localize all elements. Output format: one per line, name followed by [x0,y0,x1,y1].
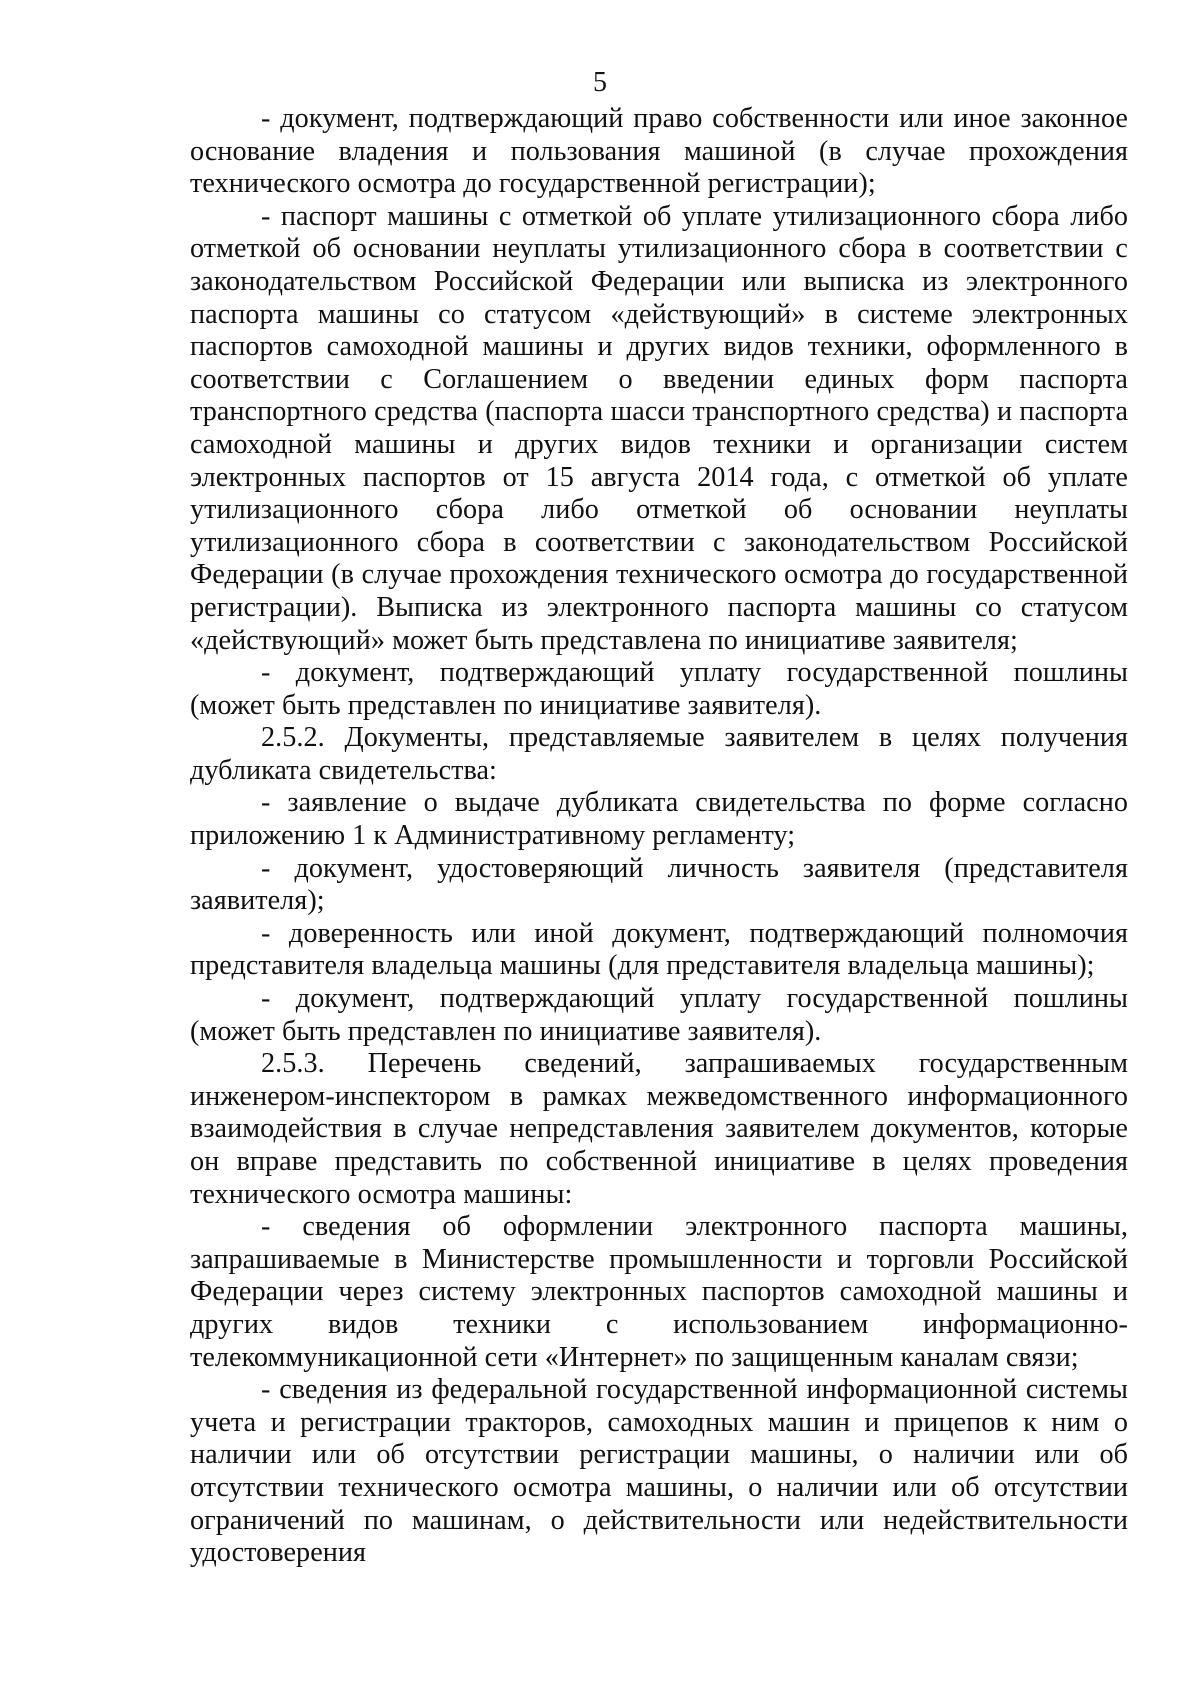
paragraph-duplicate-application: - заявление о выдаче дубликата свидетельства по форме согласно приложению 1 к Административному регламенту; [190,787,1128,852]
paragraph-ownership-document: - документ, подтверждающий право собственности или иное законное основание владения и пользования машиной (в случае прохождения технического осмотра до государственной регистрации); [190,103,1128,200]
paragraph-state-fee: - документ, подтверждающий уплату государственной пошлины (может быть представлен по инициативе заявителя). [190,657,1128,721]
paragraph-section-2-5-3: 2.5.3. Перечень сведений, запрашиваемых государственным инженером-инспектором в рамках межведомственного информационного взаимодействия в случае непредставления заявителем документов, которые он вправе представить по собственной инициативе в целях проведения технического осмотра машины: [190,1048,1128,1210]
paragraph-machine-passport: - паспорт машины с отметкой об уплате утилизационного сбора либо отметкой об основании неуплаты утилизационного сбора в соответствии с законодательством Российской Федерации или выписка из электронного паспорта машины со статусом «действующий» в системе электронных паспортов самоходной машины и других видов техники, оформленного в соответствии с Соглашением о введении единых форм паспорта транспортного средства (паспорта шасси транспортного средства) и паспорта самоходной машины и других видов техники и организации систем электронных паспортов от 15 августа 2014 года, с отметкой об уплате утилизационного сбора либо отметкой об основании неуплаты утилизационного сбора в соответствии с законодательством Российской Федерации (в случае прохождения технического осмотра до государственной регистрации). Выписка из электронного паспорта машины со статусом «действующий» может быть представлена по инициативе заявителя; [190,200,1128,656]
paragraph-federal-system-info: - сведения из федеральной государственной информационной системы учета и регистрации тракторов, самоходных машин и прицепов к ним о наличии или об отсутствии регистрации машины, о наличии или об отсутствии технического осмотра машины, о наличии или об отсутствии ограничений по машинам, о действительности или недействительности удостоверения [190,1374,1128,1569]
paragraph-identity-document: - документ, удостоверяющий личность заявителя (представителя заявителя); [190,852,1128,917]
paragraph-state-fee-duplicate: - документ, подтверждающий уплату государственной пошлины (может быть представлен по инициативе заявителя). [190,983,1128,1047]
page-number: 5 [593,67,607,98]
paragraph-electronic-passport-info: - сведения об оформлении электронного паспорта машины, запрашиваемые в Министерстве промышленности и торговли Российской Федерации через систему электронных паспортов самоходной машины и других видов техники с использованием информационно-телекоммуникационной сети «Интернет» по защищенным каналам связи; [190,1211,1128,1373]
paragraph-power-of-attorney: - доверенность или иной документ, подтверждающий полномочия представителя владельца машины (для представителя владельца машины); [190,917,1128,982]
paragraph-section-2-5-2: 2.5.2. Документы, представляемые заявителем в целях получения дубликата свидетельства: [190,722,1128,786]
document-body [190,103,1128,1570]
